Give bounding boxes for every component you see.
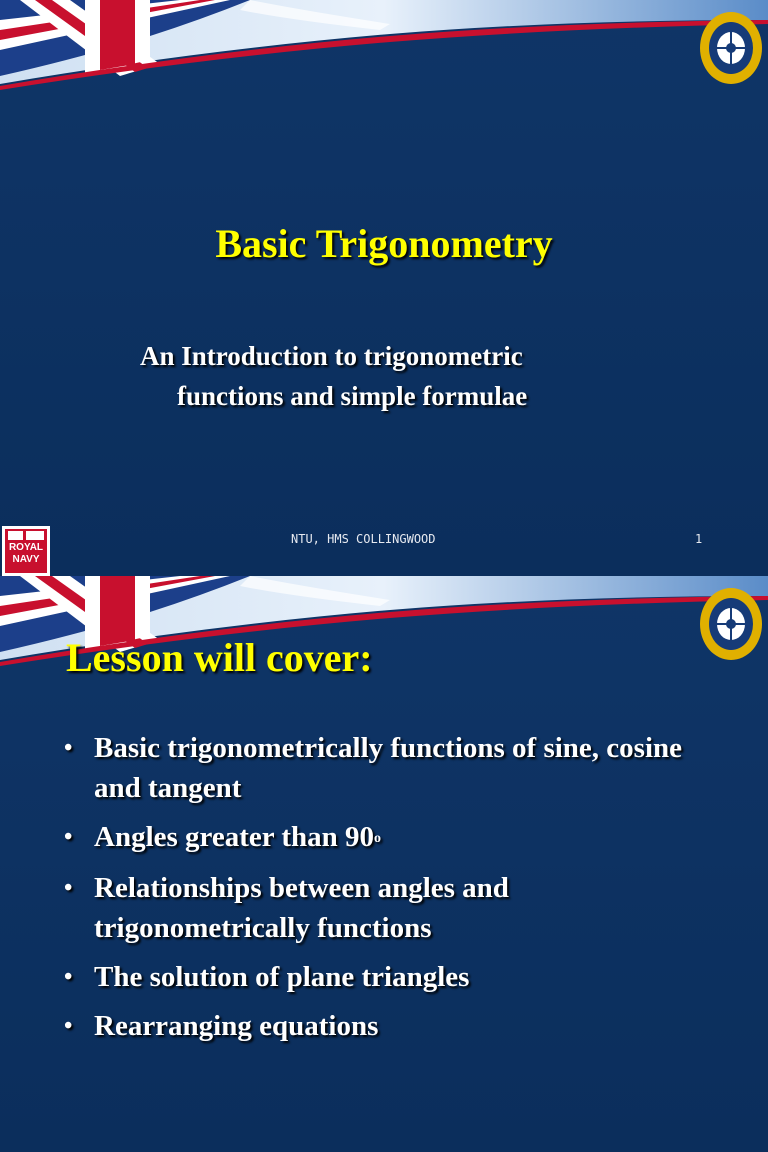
- page-number: 1: [695, 532, 703, 546]
- list-item-text: Basic trigonometrically functions of sine, cosine and tangent: [94, 732, 683, 804]
- slide-title: Lesson will cover:: [66, 635, 373, 680]
- list-item: [64, 817, 724, 859]
- royal-navy-logo: [2, 526, 50, 576]
- logo-text-royal: ROYAL: [8, 542, 44, 553]
- list-item: [64, 957, 724, 997]
- list-item: [64, 728, 724, 808]
- list-item-text: Rearranging equations: [94, 1010, 379, 1042]
- slide-2: [0, 576, 768, 1152]
- bullet-list: [64, 728, 724, 1055]
- bullet-icon: •: [64, 875, 73, 901]
- training-seal-logo: [698, 586, 764, 662]
- degree-superscript: o: [374, 831, 382, 846]
- logo-text-navy: NAVY: [12, 554, 40, 565]
- union-flag-banner: [0, 0, 768, 90]
- list-item: [64, 1006, 724, 1046]
- subtitle-line-1: An Introduction to trigonometric: [140, 341, 523, 371]
- slide-subtitle: [140, 336, 640, 416]
- bullet-icon: •: [64, 824, 73, 850]
- bullet-icon: •: [64, 735, 73, 761]
- list-item: [64, 868, 724, 948]
- list-item-text: Angles greater than 90: [94, 821, 375, 853]
- footer-text: NTU, HMS COLLINGWOOD: [291, 532, 436, 546]
- subtitle-line-2: functions and simple formulae: [177, 381, 528, 411]
- list-item-text: Relationships between angles and trigonometrically functions: [94, 872, 509, 944]
- slide-title: Basic Trigonometry: [215, 221, 553, 266]
- bullet-icon: •: [64, 964, 73, 990]
- training-seal-logo: [698, 10, 764, 86]
- list-item-text: The solution of plane triangles: [94, 961, 470, 993]
- bullet-icon: •: [64, 1013, 73, 1039]
